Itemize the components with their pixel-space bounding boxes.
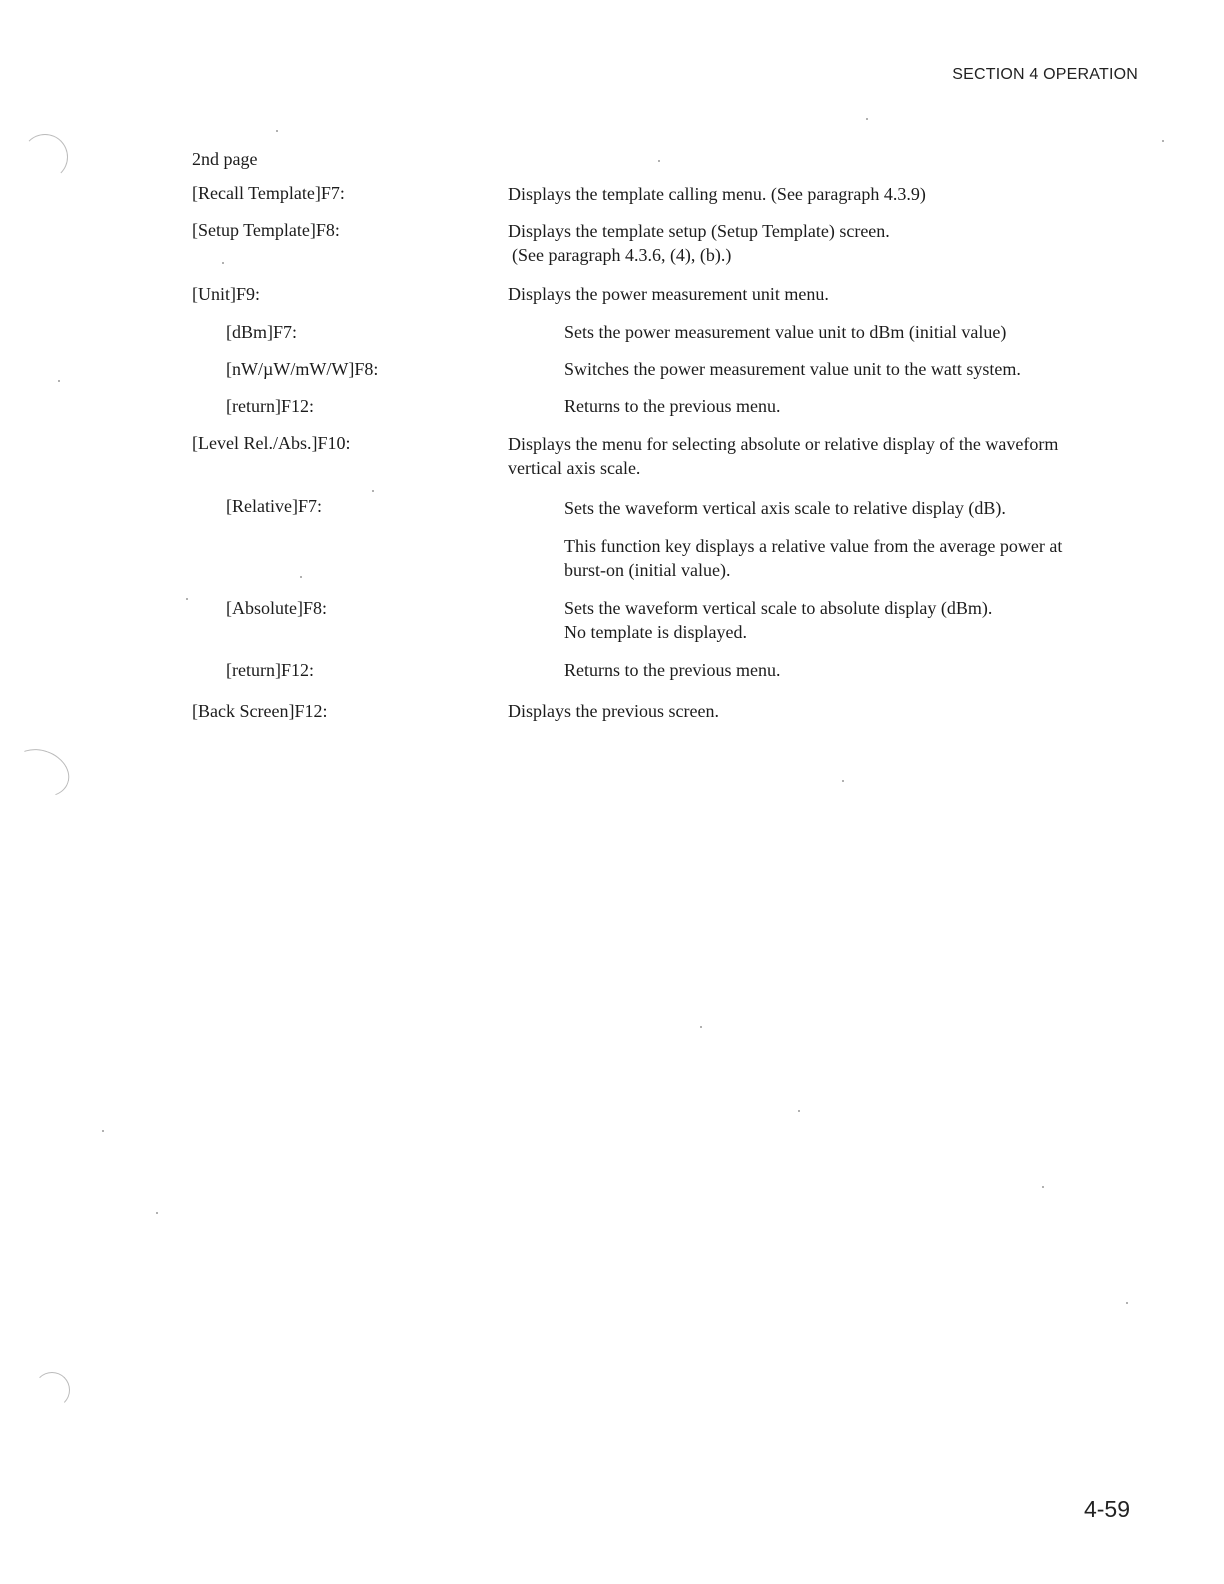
desc-level-rel-abs-line2: vertical axis scale. (508, 458, 641, 478)
desc-back-screen: Displays the previous screen. (508, 701, 719, 721)
desc-absolute-line1: Sets the waveform vertical scale to absolute display (dBm). (564, 598, 993, 618)
page-number: 4-59 (1083, 1496, 1130, 1522)
scan-speck (1042, 1186, 1044, 1188)
desc-level-rel-abs-line1: Displays the menu for selecting absolute or relative display of the waveform (508, 434, 1059, 454)
key-absolute: [Absolute]F8: (226, 598, 327, 618)
scan-speck (156, 1212, 158, 1214)
scan-speck (222, 262, 224, 264)
scan-speck (1126, 1302, 1128, 1304)
desc-recall-template: Displays the template calling menu. (See paragraph 4.3.9) (508, 184, 926, 204)
page-label: 2nd page (192, 149, 258, 169)
scan-speck (842, 780, 844, 782)
punch-hole-mark (4, 741, 76, 805)
desc-relative-line1: Sets the waveform vertical axis scale to relative display (dB). (564, 498, 1006, 518)
key-unit: [Unit]F9: (192, 284, 261, 304)
desc-dbm: Sets the power measurement value unit to dBm (initial value) (564, 322, 1007, 342)
key-level-rel-abs: [Level Rel./Abs.]F10: (192, 433, 351, 453)
scan-speck (102, 1130, 104, 1132)
punch-hole-mark (22, 134, 68, 180)
desc-return-unit: Returns to the previous menu. (564, 396, 781, 416)
scan-speck (658, 160, 660, 162)
desc-watt: Switches the power measurement value unit to the watt system. (564, 359, 1021, 379)
scan-speck (58, 380, 60, 382)
key-setup-template: [Setup Template]F8: (192, 220, 340, 240)
scan-speck (276, 130, 278, 132)
desc-relative-line2: This function key displays a relative value from the average power at (564, 536, 1063, 556)
key-recall-template: [Recall Template]F7: (192, 183, 345, 203)
section-header: SECTION 4 OPERATION (952, 66, 1138, 83)
desc-setup-template-line1: Displays the template setup (Setup Template) screen. (508, 221, 890, 241)
key-return-unit: [return]F12: (226, 396, 314, 416)
desc-unit: Displays the power measurement unit menu. (508, 284, 829, 304)
key-relative: [Relative]F7: (226, 496, 322, 516)
key-return-level: [return]F12: (226, 660, 314, 680)
scan-speck (300, 576, 302, 578)
key-back-screen: [Back Screen]F12: (192, 701, 328, 721)
scan-speck (1162, 140, 1164, 142)
desc-return-level: Returns to the previous menu. (564, 660, 781, 680)
key-watt: [nW/µW/mW/W]F8: (226, 359, 379, 379)
scan-speck (186, 598, 188, 600)
desc-relative-line3: burst-on (initial value). (564, 560, 731, 580)
punch-hole-mark (34, 1372, 70, 1408)
key-dbm: [dBm]F7: (226, 322, 298, 342)
desc-setup-template-line2: (See paragraph 4.3.6, (4), (b).) (512, 245, 732, 265)
scan-speck (866, 118, 868, 120)
scan-speck (372, 490, 374, 492)
scan-speck (700, 1026, 702, 1028)
scan-speck (798, 1110, 800, 1112)
desc-absolute-line2: No template is displayed. (564, 622, 747, 642)
